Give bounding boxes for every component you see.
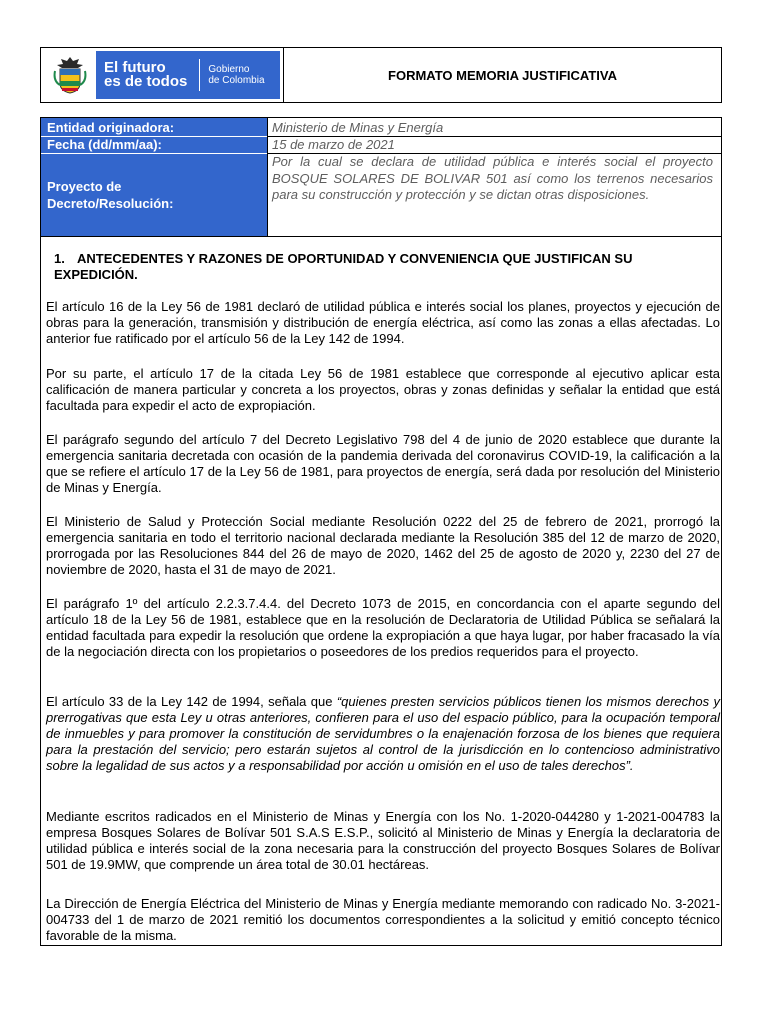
header-table bbox=[40, 47, 722, 103]
logo-divider bbox=[199, 59, 200, 91]
proyecto-value: Por la cual se declara de utilidad pública e interés social el proyecto BOSQUE SOLARES DE BOLIVAR 501 así como los terrenos necesarios para su construcción y protección y se dictan otras disposiciones. bbox=[272, 154, 713, 202]
logo-main-text bbox=[104, 61, 187, 89]
paragraph-6 bbox=[46, 694, 720, 774]
fecha-value: 15 de marzo de 2021 bbox=[272, 137, 395, 152]
government-logo bbox=[44, 51, 280, 99]
proyecto-label-line2: Decreto/Resolución: bbox=[47, 196, 174, 211]
logo-main-line1: El futuro bbox=[104, 59, 166, 76]
document-title: FORMATO MEMORIA JUSTIFICATIVA bbox=[388, 67, 617, 83]
paragraph-6-quote: “quienes presten servicios públicos tienen los mismos derechos y prerrogativas que esta Ley u otras anteriores, confieren para el uso del espacio público, para la ocupación temporal de inmuebles y para promover la constitución de servidumbres o la enajenación forzosa de los bienes que requiera para la prestación del servicio; pero estarán sujetos al control de la jurisdicción en lo contencioso administrativo sobre la legalidad de sus actos y a responsabilidad por acción u omisión en el uso de tales derechos”. bbox=[46, 694, 720, 773]
logo-gov-line2: de Colombia bbox=[208, 75, 265, 86]
paragraph-2: Por su parte, el artículo 17 de la citada Ley 56 de 1981 establece que corresponde al ejecutivo aplicar esta calificación de manera particular y concreta a los proyectos, obras y zonas definidas y señalar la entidad que está facultada para expedir el acto de expropiación. bbox=[46, 366, 720, 413]
logo-gov-text bbox=[208, 64, 264, 86]
proyecto-label-line1: Proyecto de bbox=[47, 179, 122, 194]
paragraph-7: Mediante escritos radicados en el Ministerio de Minas y Energía con los No. 1-2020-044280 y 1-2021-004783 la empresa Bosques Solares de Bolívar 501 S.A.S E.S.P., solicitó al Ministerio de Minas y Energía la declaratoria de utilidad pública e interés social de la zona necesaria para la construcción del proyecto Bosques Solares de Bolívar 501 de 19.9MW, que comprende un área total de 30.01 hectáreas. bbox=[46, 809, 720, 872]
info-labels-column bbox=[41, 118, 268, 236]
paragraph-4: El Ministerio de Salud y Protección Social mediante Resolución 0222 del 25 de febrero de 2021, prorrogó la emergencia sanitaria en todo el territorio nacional declarada mediante la Resolución 385 del 12 de marzo de 2020, prorrogada por las Resoluciones 844 del 26 de mayo de 2020, 1462 del 25 de agosto de 2020 y, 2230 del 27 de noviembre de 2020, hasta el 31 de mayo de 2021. bbox=[46, 514, 720, 577]
section-number: 1. bbox=[54, 251, 65, 266]
logo-gov-line1: Gobierno bbox=[208, 64, 250, 75]
entidad-label: Entidad originadora: bbox=[47, 120, 175, 135]
label-divider bbox=[41, 153, 267, 154]
paragraph-6-intro: El artículo 33 de la Ley 142 de 1994, señala que bbox=[46, 694, 337, 709]
paragraph-5: El parágrafo 1º del artículo 2.2.3.7.4.4. del Decreto 1073 de 2015, en concordancia con el aparte segundo del artículo 18 de la Ley 56 de 1981, establece que en la resolución de Declaratoria de Utilidad Pública se señalará la entidad facultada para expedir la resolución que ordene la expropiación a que haya lugar, por haber fracasado la vía de la negociación directa con los propietarios o poseedores de los predios requeridos para el proyecto. bbox=[46, 596, 720, 659]
info-values-column bbox=[268, 118, 721, 236]
info-table bbox=[40, 117, 722, 237]
coat-of-arms-icon bbox=[44, 51, 96, 99]
paragraph-8: La Dirección de Energía Eléctrica del Ministerio de Minas y Energía mediante memorando con radicado No. 3-2021-004733 del 1 de marzo de 2021 remitió los documentos correspondientes a la solicitud y emitió concepto técnico favorable de la misma. bbox=[46, 896, 720, 943]
paragraph-1: El artículo 16 de la Ley 56 de 1981 declaró de utilidad pública e interés social los planes, proyectos y ejecución de obras para la generación, transmisión y distribución de energía eléctrica, así como las zonas a ellas afectadas. Lo anterior fue ratificado por el artículo 56 de la Ley 142 de 1994. bbox=[46, 299, 720, 346]
logo-main-line2: es de todos bbox=[104, 73, 188, 90]
proyecto-label bbox=[47, 178, 173, 212]
entidad-value: Ministerio de Minas y Energía bbox=[272, 120, 444, 135]
logo-cell bbox=[41, 48, 284, 102]
fecha-label: Fecha (dd/mm/aa): bbox=[47, 137, 162, 152]
paragraph-3: El parágrafo segundo del artículo 7 del Decreto Legislativo 798 del 4 de junio de 2020 establece que durante la emergencia sanitaria decretada con ocasión de la pandemia derivada del coronavirus COVID-19, la calificación a la que se refiere el artículo 17 de la Ley 56 de 1981, para proyectos de energía, será dada por resolución del Ministerio de Minas y Energía. bbox=[46, 432, 720, 495]
section-title bbox=[54, 251, 694, 283]
section-title-text: ANTECEDENTES Y RAZONES DE OPORTUNIDAD Y CONVENIENCIA QUE JUSTIFICAN SU EXPEDICIÓN. bbox=[54, 251, 633, 282]
